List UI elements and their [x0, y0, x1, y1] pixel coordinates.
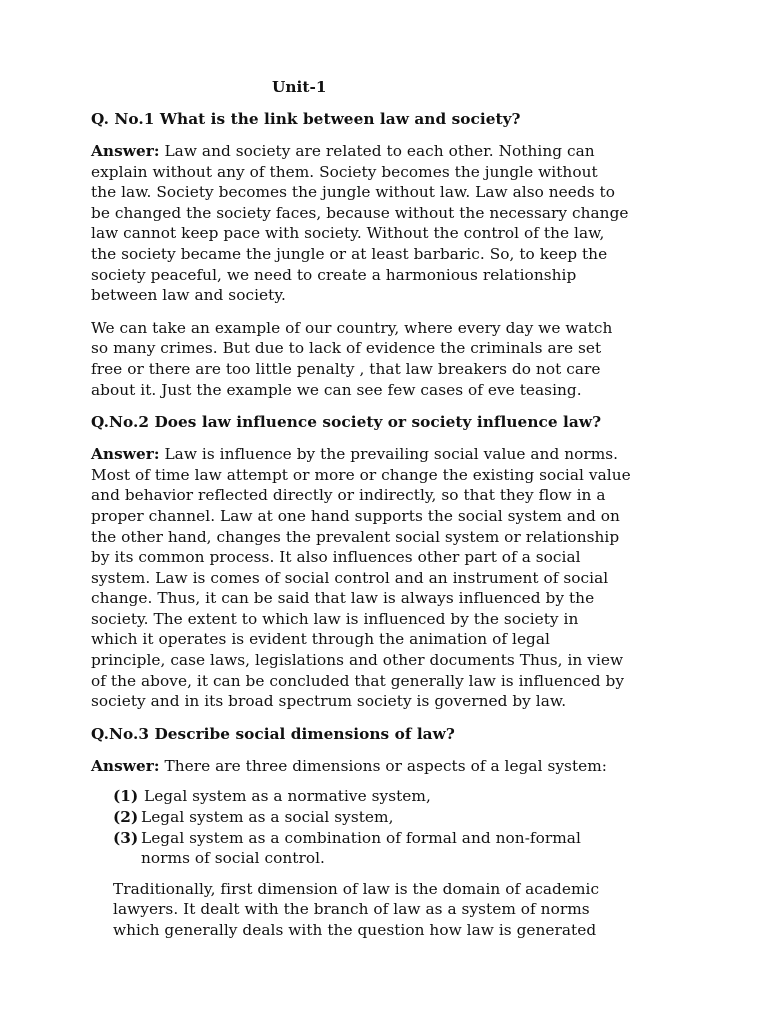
document-body	[91, 77, 685, 941]
list-item-marker: (3)	[113, 828, 139, 847]
unit-title: Unit-1	[272, 78, 327, 96]
answer-1-paragraph-2: We can take an example of our country, where every day we watch so many crimes. But due to lack of evidence the criminals are set free or there are too little penalty , that law breakers do not care about it. Just the example we can see few cases of eve teasing.	[91, 318, 613, 399]
answer-1-text: Law and society are related to each other. Nothing can explain without any of them. Society becomes the jungle without the law. Society becomes the jungle without law. Law also needs to be changed the society faces, because without the necessary change law cannot keep pace with society. Without the control of the law, the society became the jungle or at least barbaric. So, to keep the society peaceful, we need to create a harmonious relationship between law and society.	[91, 142, 629, 305]
question-1: Q. No.1 What is the link between law and society?	[91, 110, 521, 128]
question-3: Q.No.3 Describe social dimensions of law?	[91, 724, 455, 743]
answer-3-label: Answer:	[91, 756, 160, 775]
list-item	[113, 786, 685, 807]
answer-2-text: Law is influence by the prevailing social value and norms. Most of time law attempt or more or change the existing social value and behavior reflected directly or indirectly, so that they flow in a proper channel. Law at one hand supports the social system and on the other hand, changes the prevalent social system or relationship by its common process. It also influences other part of a social system. Law is comes of social control and an instrument of social change. Thus, it can be said that law is always influenced by the society. The extent to which law is influenced by the society in which it operates is evident through the animation of legal principle, case laws, legislations and other documents Thus, in view of the above, it can be concluded that generally law is influenced by society and in its broad spectrum society is governed by law.	[91, 445, 631, 711]
list-item-marker: (1)	[113, 787, 139, 806]
question-2: Q.No.2 Does law influence society or society influence law?	[91, 413, 602, 432]
answer-3	[91, 756, 685, 777]
answer-3-text: There are three dimensions or aspects of a legal system:	[159, 756, 607, 775]
answer-1-label: Answer:	[91, 142, 160, 160]
list-item	[113, 828, 685, 869]
list-item-text: Legal system as a social system,	[141, 808, 394, 827]
answer-1	[91, 141, 685, 306]
answer-2	[91, 444, 685, 712]
dimensions-list	[113, 786, 685, 868]
list-item-text: Legal system as a combination of formal and non-formal norms of social control.	[141, 828, 581, 868]
list-item-marker: (2)	[113, 808, 139, 827]
list-item-text: Legal system as a normative system,	[144, 787, 431, 806]
answer-2-label: Answer:	[91, 445, 160, 464]
list-item	[113, 807, 685, 828]
answer-3-paragraph-2: Traditionally, first dimension of law is the domain of academic lawyers. It dealt with the branch of law as a system of norms which generally deals with the question how law is generated	[113, 879, 600, 939]
